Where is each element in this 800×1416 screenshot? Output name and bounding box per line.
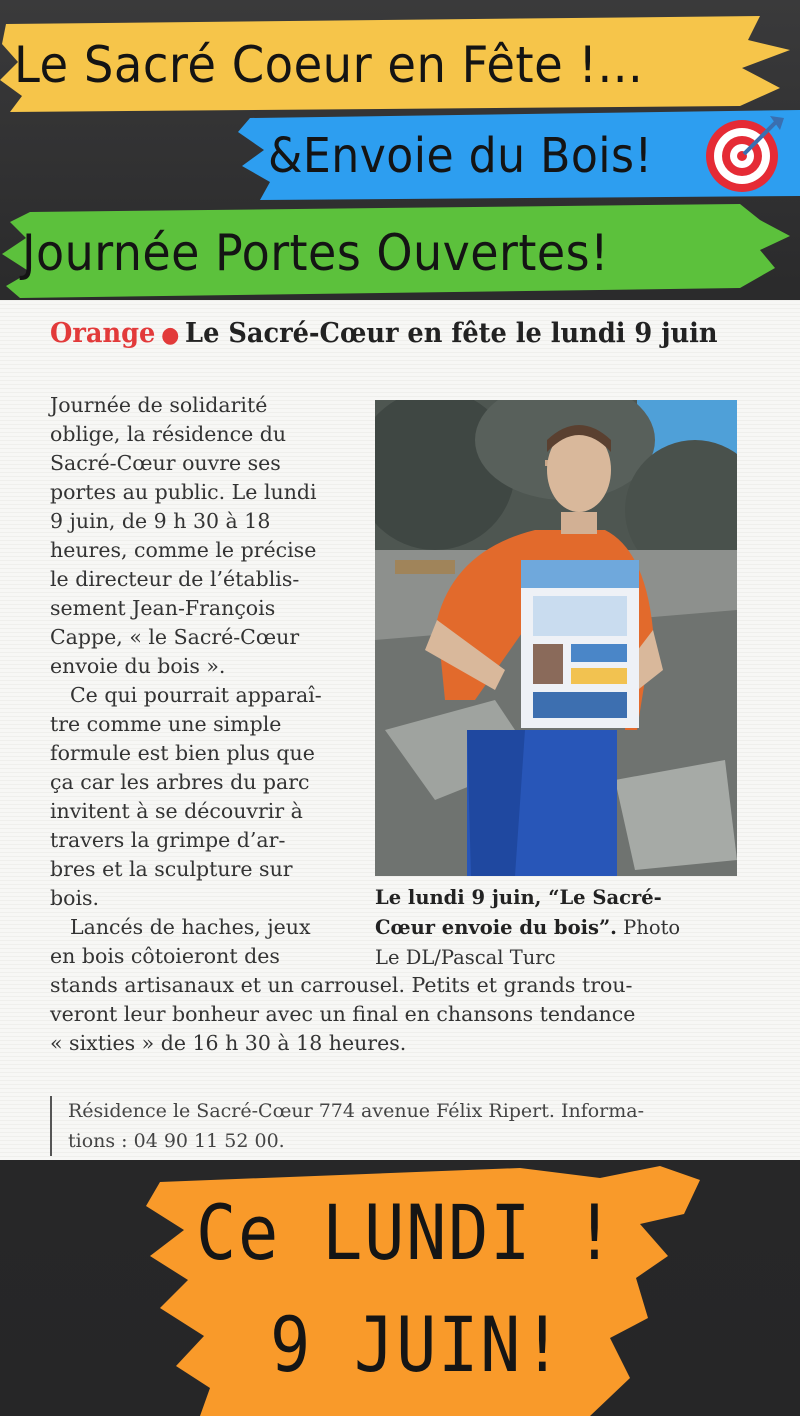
bottom-line-2: 9 JUIN! (270, 1300, 565, 1389)
banner-title-3: Journée Portes Ouvertes! (22, 224, 610, 282)
body-line: envoie du bois ». (50, 654, 226, 678)
caption-line (375, 913, 680, 943)
info-line: tions : 04 90 11 52 00. (68, 1130, 285, 1152)
body-line: Lancés de haches, jeux (70, 915, 311, 939)
caption-bold-1: Le lundi 9 juin, “Le Sacré- (375, 886, 662, 909)
bullet-dot-icon: ● (161, 322, 180, 348)
body-line: Journée de solidarité (50, 393, 268, 417)
contact-info (50, 1096, 644, 1156)
body-line: veront leur bonheur avec un final en chansons tendance (50, 1002, 636, 1026)
info-line: Résidence le Sacré-Cœur 774 avenue Félix Ripert. Informa- (68, 1100, 645, 1122)
body-line: 9 juin, de 9 h 30 à 18 (50, 509, 271, 533)
headline-title: Le Sacré-Cœur en fête le lundi 9 juin (185, 318, 718, 349)
body-line: « sixties » de 16 h 30 à 18 heures. (50, 1031, 407, 1055)
body-line: bres et la sculpture sur (50, 857, 293, 881)
body-line: sement Jean-François (50, 596, 276, 620)
body-line: heures, comme le précise (50, 538, 317, 562)
article-headline (50, 318, 718, 349)
body-line: travers la grimpe d’ar- (50, 828, 286, 852)
body-line: bois. (50, 886, 100, 910)
body-line: invitent à se découvrir à (50, 799, 303, 823)
body-line: Ce qui pourrait apparaî- (70, 683, 322, 707)
caption-photo: Photo (623, 916, 681, 939)
target-dart-icon (698, 112, 788, 194)
caption-line (375, 883, 680, 913)
article-photo (375, 400, 737, 876)
body-line: oblige, la résidence du (50, 422, 287, 446)
bottom-banner (0, 1158, 800, 1416)
banner-title-2: &Envoie du Bois! (268, 128, 653, 184)
caption-bold-2: Cœur envoie du bois”. (375, 916, 617, 939)
newspaper-clipping (0, 300, 800, 1160)
body-line: tre comme une simple (50, 712, 282, 736)
body-line: le directeur de l’établis- (50, 567, 300, 591)
bottom-line-1: Ce LUNDI ! (196, 1188, 617, 1277)
banner-title-1: Le Sacré Coeur en Fête !... (14, 36, 644, 94)
body-line: formule est bien plus que (50, 741, 315, 765)
headline-city: Orange (50, 318, 156, 349)
caption-credit: Le DL/Pascal Turc (375, 946, 556, 969)
banner-green (0, 190, 800, 310)
body-line: ça car les arbres du parc (50, 770, 310, 794)
body-line: portes au public. Le lundi (50, 480, 317, 504)
body-line: en bois côtoieront des (50, 944, 280, 968)
photo-caption (375, 883, 680, 973)
body-line: Sacré-Cœur ouvre ses (50, 451, 281, 475)
body-line: stands artisanaux et un carrousel. Petits et grands trou- (50, 973, 633, 997)
body-line: Cappe, « le Sacré-Cœur (50, 625, 300, 649)
